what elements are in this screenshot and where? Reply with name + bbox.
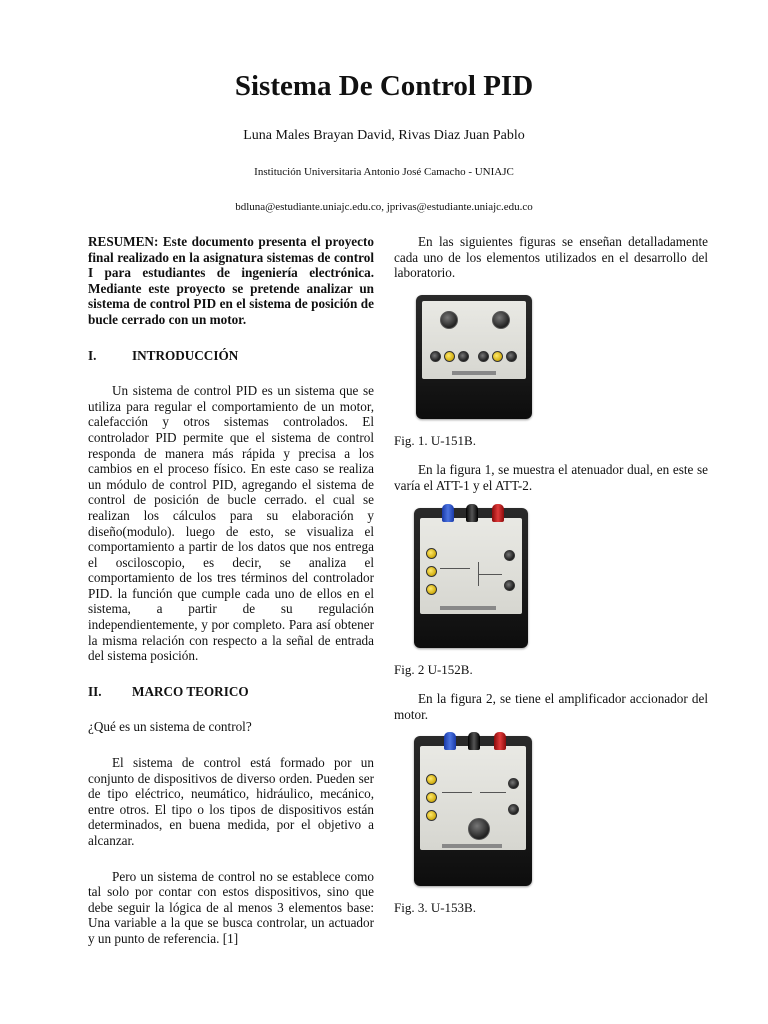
section-title: MARCO TEORICO	[132, 683, 249, 699]
abstract: RESUMEN: Este documento presenta el proyecto final realizado en la asignatura sistemas de control I para estudiantes de ingeniería electrónica. Mediante este proyecto se pretende analizar un sistema de control PID en el sistema de posición de bucle cerrado con un motor.	[88, 234, 374, 327]
section-heading-marco-teorico	[88, 684, 374, 700]
theory-paragraph-2: Pero un sistema de control no se establece como tal solo por contar con estos dispositivos, sino que debe seguir la lógica de al menos 3 elementos base: Una variable a la que se busca controlar, un actuador y un punto de referencia. [1]	[88, 868, 374, 946]
intro-paragraph: Un sistema de control PID es un sistema que se utiliza para regular el comportamiento de un motor, calefacción y otros sistemas controlados. El controlador PID permite que el sistema de control responda de manera más rápida y precisa a los cambios en el proceso físico. En este caso se realiza un módulo de control PID, agregando el sistema de control de posición de bucle cerrado. el cual se realizan los cálculos para su elaboración y diseño(modulo). luego de esto, se visualiza el comportamiento a partir de los datos que nos entrega el osciloscopio, es decir, se analiza el comportamiento de los tres términos del controlador PID. la función que cumple cada uno de ellos en el sistema, a partir de su regulación independientemente, y por completo. Para así obtener la misma relación con respecto a la señal de entrada del sistema posición.	[88, 383, 374, 664]
left-column	[88, 234, 374, 947]
figure-2-caption: Fig. 2 U-152B.	[394, 661, 473, 677]
figure-2-description: En la figura 2, se tiene el amplificador accionador del motor.	[394, 691, 708, 722]
section-heading-introduccion	[88, 348, 374, 364]
figure-1-caption: Fig. 1. U-151B.	[394, 432, 476, 448]
right-column	[394, 234, 708, 916]
affiliation: Institución Universitaria Antonio José Camacho - UNIAJC	[254, 166, 514, 178]
figure-1-description: En la figura 1, se muestra el atenuador dual, en este se varía el ATT-1 y el ATT-2.	[394, 462, 708, 493]
question-line: ¿Qué es un sistema de control?	[88, 719, 252, 735]
author-emails: bdluna@estudiante.uniajc.edu.co, jprivas@estudiante.uniajc.edu.co	[235, 201, 533, 213]
section-number: I.	[88, 347, 97, 363]
figure-1-attenuator-photo	[416, 295, 532, 419]
section-number: II.	[88, 683, 102, 699]
section-title: INTRODUCCIÓN	[132, 347, 239, 363]
figures-intro: En las siguientes figuras se enseñan detalladamente cada uno de los elementos utilizados en el desarrollo del laboratorio.	[394, 234, 708, 281]
theory-paragraph-1: El sistema de control está formado por un conjunto de dispositivos de diverso orden. Pueden ser de tipo eléctrico, neumático, hidráulico, mecánico, entre otros. El tipo o los tipos de dispositivos están determinados, en buena medida, por el objetivo a alcanzar.	[88, 755, 374, 848]
figure-2-summing-amp-photo	[414, 508, 528, 648]
figure-3-caption: Fig. 3. U-153B.	[394, 900, 476, 916]
figure-3-preamplifier-photo	[414, 736, 532, 886]
paper-title: Sistema De Control PID	[234, 70, 534, 102]
authors: Luna Males Brayan David, Rivas Diaz Juan Pablo	[243, 128, 525, 143]
